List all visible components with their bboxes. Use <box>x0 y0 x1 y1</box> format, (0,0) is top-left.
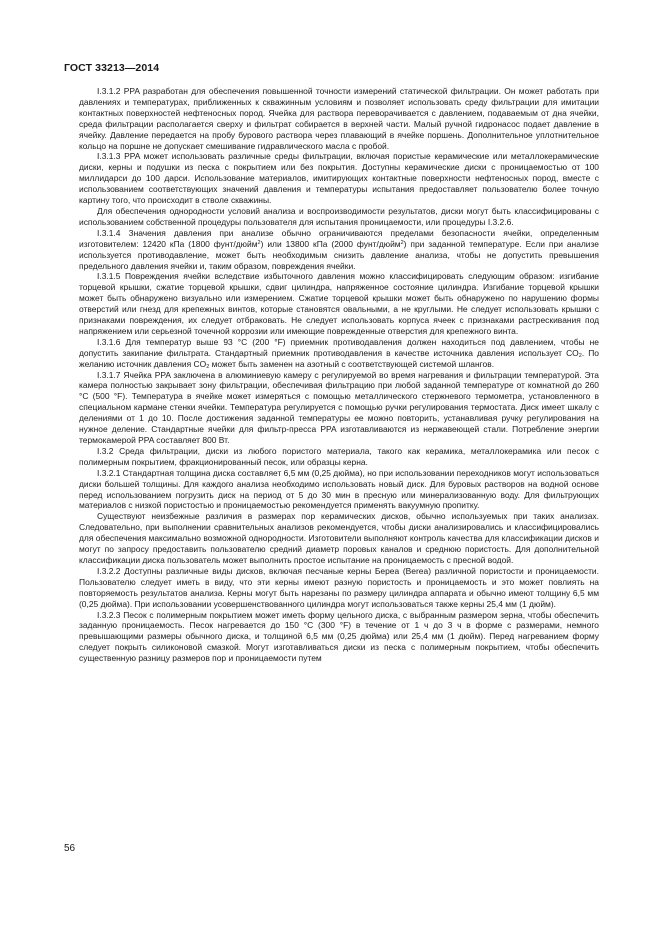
paragraph-1-3-2-1: I.3.2.1 Стандартная толщина диска составляет 6,5 мм (0,25 дюйма), но при использовании переходников могут использоваться диски большей толщины. Для каждого анализа необходимо использовать новый диск. Для буровых растворов на водной основе перед использованием погрузить диск на период от 5 до 30 мин в пресную или минерализованную воду. Для фильтрующих материалов с низкой пористостью и проницаемостью рекомендуется применять вакуумную пропитку. <box>79 467 599 511</box>
superscript: 2 <box>257 239 261 246</box>
paragraph-1-3-2-3: I.3.2.3 Песок с полимерным покрытием может иметь форму цельного диска, с выбранным размером зерна, чтобы обеспечить заданную проницаемость. Песок нагревается до 150 °С (300 °F) в течение от 1 ч до 3 ч в форме с размерами, немного превышающими размеры обычного диска, и толщиной 6,5 мм (0,25 дюйма) или 25,4 мм (1 дюйм). Перед нагреванием форму следует покрыть силиконовой смазкой. Могут изготавливаться диски из песка с полимерным покрытием, чтобы обеспечить существенную разницу размеров пор и проницаемости путем <box>79 609 599 664</box>
paragraph-1-3-1-6 <box>79 337 599 370</box>
text-run: I.3.1.6 Для температур выше 93 °С (200 °F) приемник противодавления должен находиться под давлением, чтобы не допустить закипание фильтрата. Стандартный приемник противодавления в качестве источника давления использует CO <box>79 336 599 358</box>
text-run: может быть заменен на азотный с соответствующей системой шлангов. <box>209 358 495 369</box>
text-run: I.3.1.4 Значения давления при анализе обычно ограничиваются пределами безопасности ячейки, определенным изготовителем: 12420 кПа (1800 фунт/дюйм <box>79 227 599 249</box>
page-number: 56 <box>64 843 76 854</box>
paragraph-1-3-1-3: I.3.1.3 PPA может использовать различные среды фильтрации, включая пористые керамические или металлокерамические диски, керны и подушки из песка с покрытием или без покрытия. Доступны керамические диски с проницаемостью от 100 миллидарси до 100 дарси. Использование материалов, имитирующих контактные поверхности нефтеносных пород, вместе с использованием соответствующих значений давления и температуры испытания предоставляет пользователю более точную картину того, что происходит в стволе скважины. <box>79 151 599 206</box>
document-header: ГОСТ 33213—2014 <box>64 62 160 74</box>
subscript: 2 <box>206 363 210 370</box>
subscript: 2 <box>578 352 582 359</box>
paragraph-1-3-1-5: I.3.1.5 Повреждения ячейки вследствие избыточного давления можно классифицировать следующим образом: изгибание торцевой крышки, сжатие торцевой крышки, сдвиг цилиндра, напряженное состояние цилиндра. Изгибание торцевой крышки может быть обнаружено визуально или измерением. Сжатие торцевой крышки может быть обнаружено по нарушению формы отверстий или гнезд для крепежных винтов, которые становятся овальными, а не круглыми. Не следует использовать крышки с признаками повреждения, их следует отбраковать. Не следует использовать корпуса ячеек с признаками растрескивания под напряжением или серьезной точечной коррозии или имеющие поврежденные отверстия для крепежного винта. <box>79 271 599 336</box>
paragraph-1-3-1-2: I.3.1.2 PPA разработан для обеспечения повышенной точности измерений статической фильтрации. Он может работать при давлениях и температурах, приближенных к скважинным условиям и позволяет использовать среду фильтрации для имитации контактных поверхностей нефтеносных пород. Ячейка для раствора переворачивается с давлением, подаваемым от дна ячейки, среда фильтрации располагается сверху и фильтрат собирается в верхней части. Малый ручной гидронасос подает давление в ячейку. Давление передается на пробу бурового раствора через плавающий в ячейке поршень. Дополнительное уплотнительное кольцо на поршне не допускает смешивание гидравлического масла с пробой. <box>79 86 599 151</box>
paragraph-1-3-1-4 <box>79 228 599 272</box>
text-run: . По желанию источник давления CO <box>79 347 599 369</box>
paragraph-1-3-2-2: I.3.2.2 Доступны различные виды дисков, включая песчаные керны Береа (Berea) различной пористости и проницаемости. Пользователю следует иметь в виду, что эти керны имеют разную пористость и проницаемость и это может повлиять на повторяемость результатов анализа. Керны могут быть нарезаны по размеру цилиндра аппарата и обычно имеют толщину 6,5 мм (0,25 дюйма). При использовании усовершенствованного цилиндра могут использоваться также керны 25,4 мм (1 дюйм). <box>79 565 599 609</box>
paragraph-disk-classification: Для обеспечения однородности условий анализа и воспроизводимости результатов, диски могут быть классифицированы с использованием собственной процедуры пользователя для испытания проницаемости, или процедуры I.3.2.6. <box>79 205 599 227</box>
text-run: ) при заданной температуре. Если при анализе используется противодавление, может быть необходимым снизить давление анализа, чтобы не допустить превышения предельного давления ячейки и, таким образом, повреждения ячейки. <box>79 238 599 271</box>
paragraph-1-3-1-7: I.3.1.7 Ячейка PPA заключена в алюминиевую камеру с регулируемой во время нагревания и фильтрации температурой. Эта камера полностью закрывает зону фильтрации, обеспечивая фильтрацию при любой заданной температуре от комнатной до 260 °С (500 °F). Температура в ячейке может измеряться с помощью металлического стержневого термометра, установленного в специальном кармане стенки ячейки. Температура регулируется с помощью ручки регулирования термостата. Диск имеет шкалу с делениями от 1 до 10. После достижения заданной температуры ее можно повторить, устанавливая ручку регулирования на нужное деление. Стандартные ячейки для фильтр-пресса PPA изготавливаются из нержавеющей стали. Потребление энергии термокамерой PPA составляет 800 Вт. <box>79 369 599 445</box>
paragraph-1-3-2: I.3.2 Среда фильтрации, диски из любого пористого материала, такого как керамика, металлокерамика или песок с полимерным покрытием, фракционированный песок, или образцы керна. <box>79 445 599 467</box>
document-body <box>79 86 599 664</box>
superscript: 2 <box>400 239 404 246</box>
paragraph-pore-size-differences: Существуют неизбежные различия в размерах пор керамических дисков, обычно используемых при таких анализах. Следовательно, при выполнении сравнительных анализов рекомендуется, чтобы диски анализировались и классифицировались для обеспечения максимально возможной однородности. Изготовители выполняют контроль качества для классификации дисков и могут по запросу предоставить пользователю средний диаметр поровых каналов и среднюю пористость. Для дополнительной классификации диска пользователь может выполнить простое испытание на проницаемость с пресной водой. <box>79 511 599 565</box>
text-run: ) или 13800 кПа (2000 фунт/дюйм <box>260 238 401 249</box>
